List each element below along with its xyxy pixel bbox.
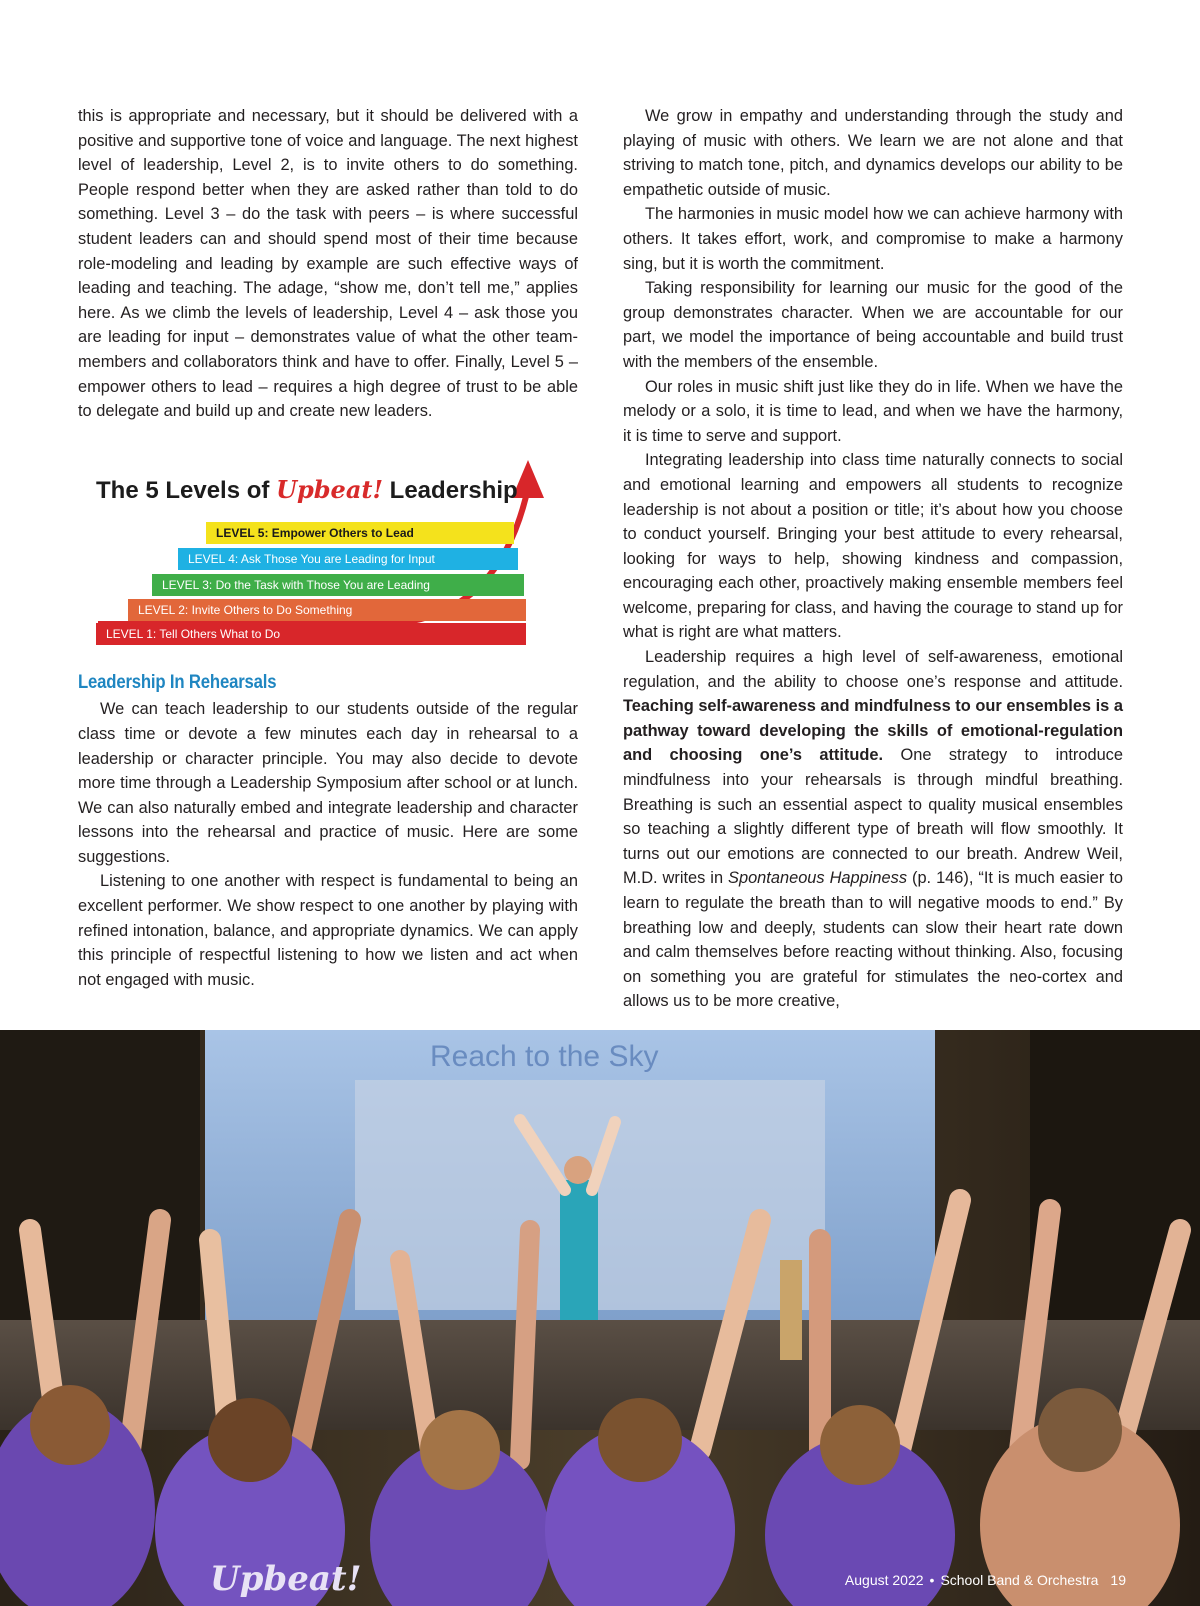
page-footer: August 2022 • School Band & Orchestra 19: [844, 1572, 1126, 1588]
left-paragraph-3: Listening to one another with respect is fundamental to being an excellent performer. We show respect to one another by playing with refined intonation, balance, and appropriate dynamics. We can apply this principle of respectful listening to how we listen and act when not engaged with music.: [78, 872, 578, 989]
levels-title: The 5 Levels of Upbeat! Leadership: [96, 474, 518, 504]
shirt-logo: Upbeat!: [210, 1559, 362, 1599]
level-3-bar: LEVEL 3: Do the Task with Those You are Leading: [152, 574, 524, 596]
right-paragraph-6: Leadership requires a high level of self-awareness, emotional regulation, and the ability to choose one’s response and attitude. Teaching self-awareness and mindfulness to our ensembles is a pathway toward developing the skills of emotional-regulation and choosing one’s attitude. One strategy to introduce mindfulness into your rehearsals is through mindful breathing. Breathing is such an essential aspect to quality musical ensembles so teaching a slightly different type of breath will flow smoothly. It turns out our emotions are connected to our breath. Andrew Weil, M.D. writes in Spontaneous Happiness (p. 146), “It is much easier to learn to regulate the breath than to will negative moods to end.” By breathing low and deeply, students can slow their heart rate down and calm themselves before reacting without thinking. Also, focusing on something you are grateful for stimulates the neo-cortex and allows us to be more creative,: [623, 648, 1123, 1011]
left-column: [78, 104, 578, 992]
right-column: [623, 104, 1123, 1014]
left-paragraph-2: We can teach leadership to our students outside of the regular class time or devote a few minutes each day in rehearsal to a leadership or character principle. You may also decide to devote more time through a Leadership Symposium after school or at lunch. We can also naturally embed and integrate leadership and character lessons into the rehearsal and practice of music. Here are some suggestions.: [78, 700, 578, 866]
issue-date: August 2022: [844, 1572, 924, 1588]
level-5-bar: LEVEL 5: Empower Others to Lead: [206, 522, 514, 544]
page-number: 19: [1110, 1572, 1126, 1588]
banner-text: Reach to the Sky: [430, 1040, 659, 1073]
right-paragraph-1: We grow in empathy and understanding through the study and playing of music with others. We learn we are not alone and that striving to match tone, pitch, and dynamics develops our ability to be empathetic outside of music.: [623, 107, 1123, 199]
right-paragraph-4: Our roles in music shift just like they do in life. When we have the melody or a solo, it is time to lead, and when we have the harmony, it is time to serve and support.: [623, 377, 1123, 445]
leader-figure: [560, 1180, 598, 1320]
level-1-bar: LEVEL 1: Tell Others What to Do: [96, 623, 526, 645]
right-paragraph-2: The harmonies in music model how we can achieve harmony with others. It takes effort, work, and compromise to make a harmony sing, but it is worth the commitment.: [623, 205, 1123, 273]
left-paragraph-1: this is appropriate and necessary, but it should be delivered with a positive and supportive tone of voice and language. The next highest level of leadership, Level 2, is to invite others to do something. People respond better when they are asked rather than told to do something. Level 3 – do the task with peers – is where successful student leaders can and should spend most of their time because role-modeling and leading by example are such effective ways of leading and teaching. The adage, “show me, don’t tell me,” applies here. As we climb the levels of leadership, Level 4 – ask those you are leading for input – demonstrates value of what the other team-members and collaborators think and have to offer. Finally, Level 5 – empower others to lead – requires a high degree of trust to be able to delegate and build up and create new leaders.: [78, 107, 578, 421]
section-heading: Leadership In Rehearsals: [78, 671, 277, 693]
rehearsal-photo: [0, 1030, 1200, 1606]
upbeat-logo: Upbeat!: [276, 474, 383, 504]
publication-name: School Band & Orchestra: [940, 1572, 1099, 1588]
bold-emphasis: Teaching self-awareness and mindfulness to our ensembles is a pathway toward developing the skills of emotional-regulation and choosing one’s attitude.: [623, 697, 1123, 765]
right-paragraph-5: Integrating leadership into class time naturally connects to social and emotional learning and empowers all students to recognize leadership is not about a position or title; it’s about how you choose to conduct yourself. Bringing your best attitude to every rehearsal, looking for ways to help, showing kindness and compassion, encouraging each other, proactively making ensemble members feel welcome, preparing for class, and having the courage to stand up for what is right are what matters.: [623, 451, 1123, 642]
right-paragraph-3: Taking responsibility for learning our music for the good of the group demonstrates character. When we are accountable for our part, we model the importance of being accountable and build trust with the members of the ensemble.: [623, 279, 1123, 371]
five-levels-graphic: [78, 448, 578, 653]
book-title: Spontaneous Happiness: [728, 869, 908, 888]
level-4-bar: LEVEL 4: Ask Those You are Leading for Input: [178, 548, 518, 570]
photo-illustration: [0, 1030, 1200, 1606]
level-2-bar: LEVEL 2: Invite Others to Do Something: [128, 599, 526, 621]
